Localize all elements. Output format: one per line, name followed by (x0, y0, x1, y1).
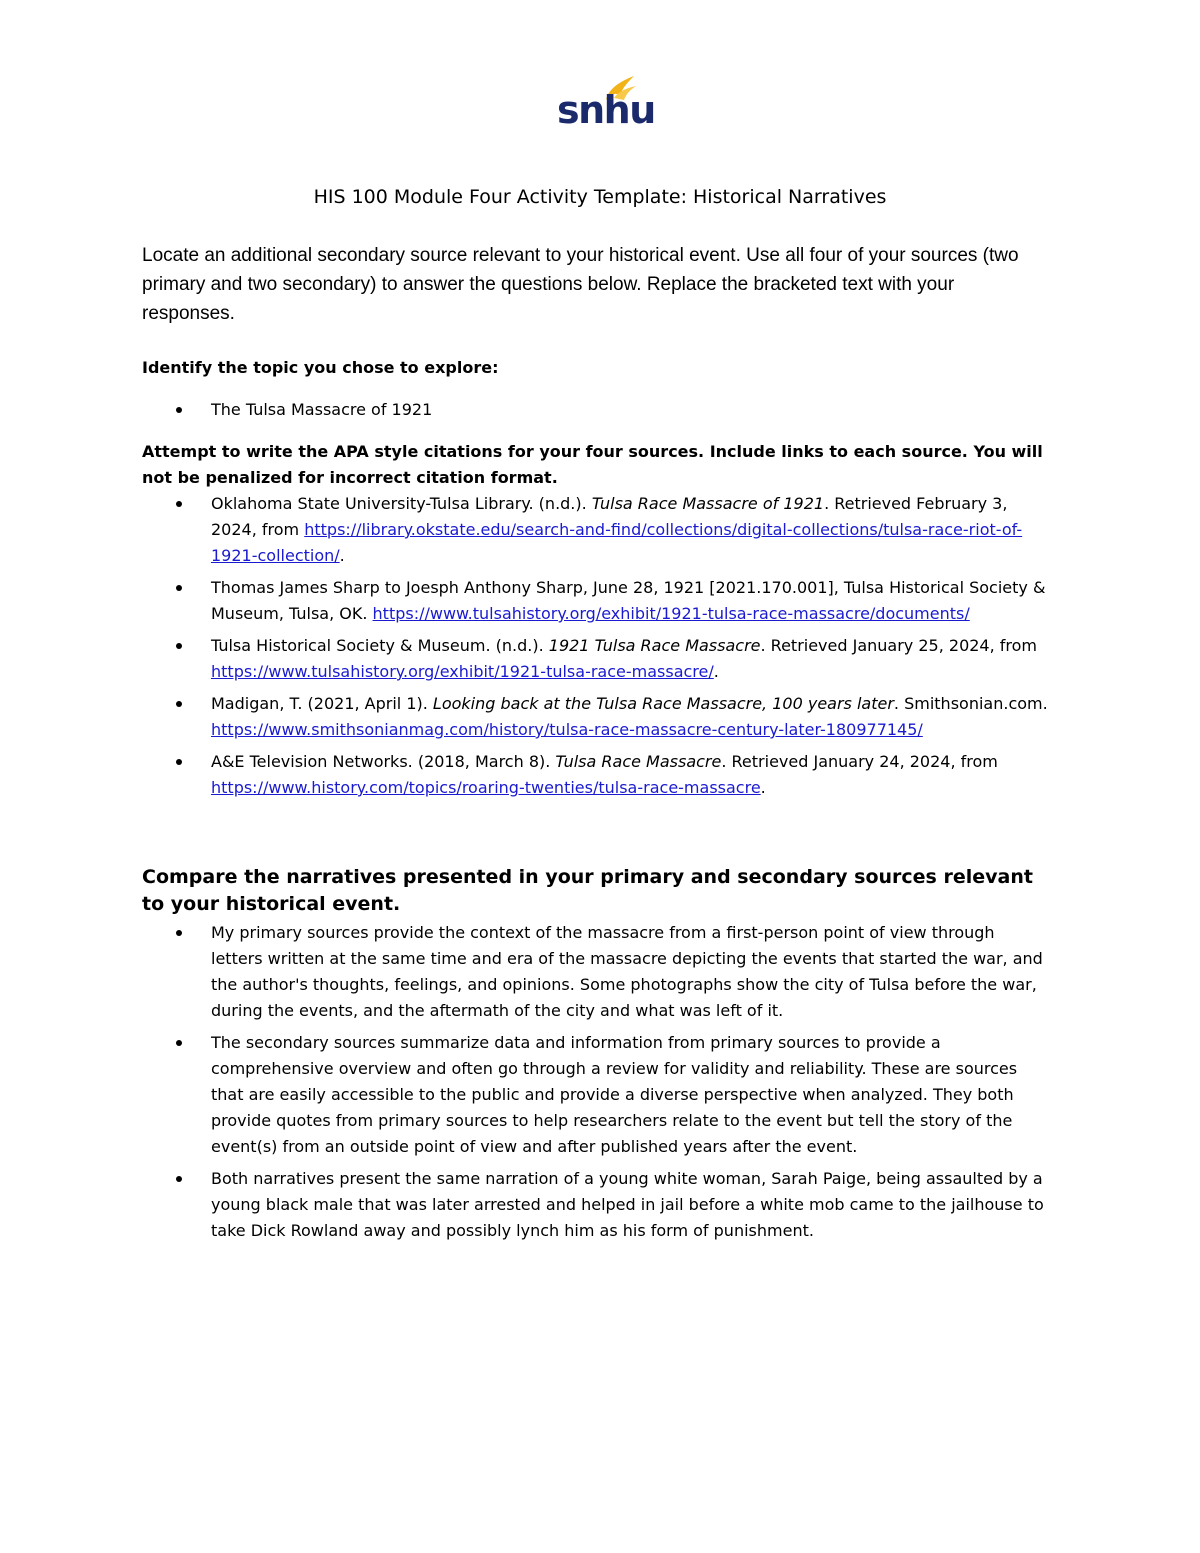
citation-link[interactable]: https://www.tulsahistory.org/exhibit/1921-tulsa-race-massacre/documents/ (372, 604, 970, 623)
citation-retrieval: . Retrieved January 25, 2024, from (760, 636, 1038, 655)
citation-item (170, 691, 1050, 743)
citation-item (170, 633, 1050, 685)
topic-item: The Tulsa Massacre of 1921 (170, 397, 1050, 423)
citation-title: Looking back at the Tulsa Race Massacre, 100 years later (432, 694, 894, 713)
logo-wordmark: snhu (557, 88, 655, 132)
citation-end: . (760, 778, 766, 797)
compare-list (170, 920, 1050, 1250)
citation-end: . (339, 546, 345, 565)
citation-author: Madigan, T. (2021, April 1). (211, 694, 433, 713)
citation-link[interactable]: https://library.okstate.edu/search-and-find/collections/digital-collections/tulsa-race-riot-of-1921-collection/ (211, 520, 1023, 565)
citation-link[interactable]: https://www.tulsahistory.org/exhibit/1921-tulsa-race-massacre/ (211, 662, 714, 681)
citation-item (170, 575, 1050, 627)
topic-list (170, 397, 1050, 429)
citation-link[interactable]: https://www.smithsonianmag.com/history/tulsa-race-massacre-century-later-180977145/ (211, 720, 923, 739)
citation-list (170, 491, 1050, 807)
compare-item: My primary sources provide the context of the massacre from a first-person point of view through letters written at the same time and era of the massacre depicting the events that started the war, and the author's thoughts, feelings, and opinions. Some photographs show the city of Tulsa before the war, during the events, and the aftermath of the city and what was left of it. (170, 920, 1050, 1024)
citation-author: A&E Television Networks. (2018, March 8). (211, 752, 556, 771)
compare-item: Both narratives present the same narration of a young white woman, Sarah Paige, being assaulted by a young black male that was later arrested and helped in jail before a white mob came to the jailhouse to take Dick Rowland away and possibly lynch him as his form of punishment. (170, 1166, 1050, 1244)
citation-end: . (713, 662, 719, 681)
citation-retrieval: . Retrieved January 24, 2024, from (721, 752, 998, 771)
citation-author: Thomas James Sharp to Joesph Anthony Sharp, June 28, 1921 [2021.170.001], Tulsa Historical Society & Museum, Tulsa, OK. (211, 578, 1046, 623)
intro-paragraph: Locate an additional secondary source relevant to your historical event. Use all four of your sources (two primary and two secondary) to answer the questions below. Replace the bracketed text with your responses. (142, 245, 1019, 324)
citation-item (170, 491, 1050, 569)
citation-title: Tulsa Race Massacre (555, 752, 722, 771)
citations-heading: Attempt to write the APA style citations for your four sources. Include links to each source. You will not be penalized for incorrect citation format. (142, 442, 1043, 487)
compare-item: The secondary sources summarize data and information from primary sources to provide a comprehensive overview and often go through a review for validity and reliability. These are sources that are easily accessible to the public and provide a diverse perspective when analyzed. They both provide quotes from primary sources to help researchers relate to the event but tell the story of the event(s) from an outside point of view and after published years after the event. (170, 1030, 1050, 1160)
page-title: HIS 100 Module Four Activity Template: Historical Narratives (313, 186, 887, 208)
citation-link[interactable]: https://www.history.com/topics/roaring-twenties/tulsa-race-massacre (211, 778, 761, 797)
compare-heading: Compare the narratives presented in your primary and secondary sources relevant to your historical event. (142, 866, 1033, 915)
citation-author: Tulsa Historical Society & Museum. (n.d.). (211, 636, 549, 655)
citation-retrieval: . Smithsonian.com. (893, 694, 1048, 713)
citation-title: Tulsa Race Massacre of 1921 (591, 494, 825, 513)
citation-retrieval: . Retrieved February 3, 2024, from (211, 494, 1008, 539)
snhu-logo (548, 70, 655, 134)
citation-title: 1921 Tulsa Race Massacre (548, 636, 761, 655)
citation-item (170, 749, 1050, 801)
citation-author: Oklahoma State University-Tulsa Library. (n.d.). (211, 494, 592, 513)
topic-heading: Identify the topic you chose to explore: (142, 358, 499, 377)
